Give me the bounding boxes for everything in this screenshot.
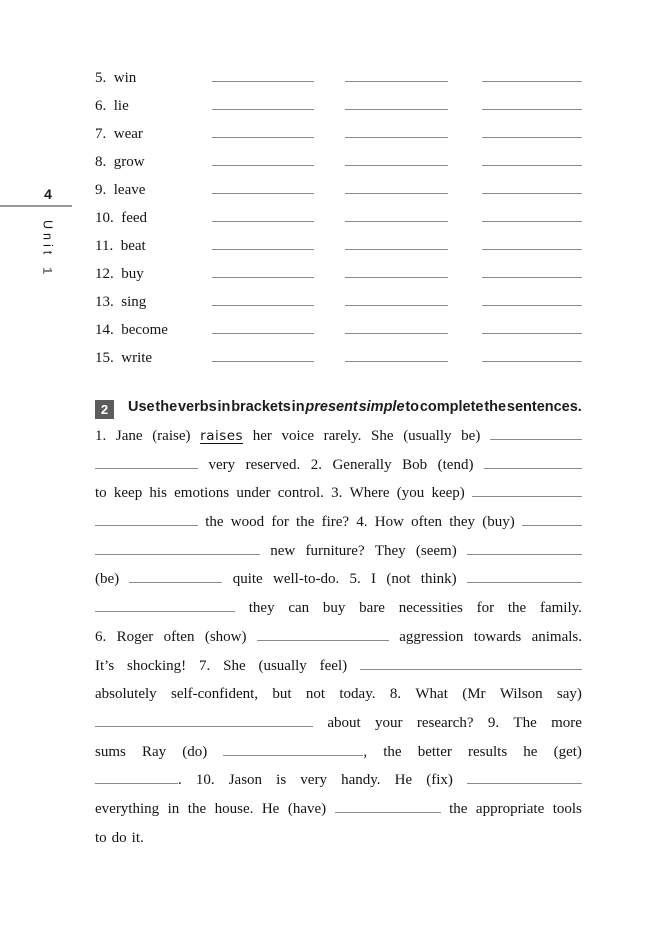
verb-row xyxy=(95,322,582,350)
verb-form-blank[interactable] xyxy=(482,137,582,138)
verb-form-blank[interactable] xyxy=(212,109,314,110)
word: The xyxy=(513,714,537,731)
paragraph-line xyxy=(95,543,582,572)
blank-underline xyxy=(467,582,582,583)
verb-form-blank[interactable] xyxy=(345,305,448,306)
verb-row xyxy=(95,126,582,154)
blank-underline xyxy=(490,439,582,440)
blank-underline xyxy=(95,611,235,612)
word: research? xyxy=(416,714,474,731)
word: 9. xyxy=(487,714,500,731)
blank-underline xyxy=(95,525,198,526)
page-content xyxy=(95,0,582,858)
verb-form-blank[interactable] xyxy=(212,81,314,82)
word: well-to-do. xyxy=(273,571,340,588)
paragraph-line xyxy=(95,744,582,773)
word: the xyxy=(484,399,507,415)
fill-in-blank[interactable] xyxy=(360,658,582,675)
verb-row xyxy=(95,294,582,322)
word: 2. xyxy=(310,456,322,473)
word: the xyxy=(383,743,402,760)
word: feel) xyxy=(319,657,348,674)
verb-form-blank[interactable] xyxy=(482,333,582,334)
word: complete xyxy=(419,399,484,415)
word: the xyxy=(205,514,224,531)
blank-underline xyxy=(472,496,582,497)
word: they xyxy=(449,514,476,531)
verb-form-blank[interactable] xyxy=(212,137,314,138)
word: everything xyxy=(95,800,160,817)
verb-form-blank[interactable] xyxy=(212,221,314,222)
verb-row xyxy=(95,182,582,210)
exercise-number-badge: 2 xyxy=(95,400,114,419)
verb-form-blank[interactable] xyxy=(212,249,314,250)
fill-in-blank[interactable] xyxy=(467,543,582,560)
word: 4. xyxy=(356,514,368,531)
verb-form-blank[interactable] xyxy=(482,165,582,166)
word: the xyxy=(187,800,207,817)
verb-row xyxy=(95,238,582,266)
word: in xyxy=(291,399,305,415)
word: for xyxy=(476,600,495,617)
page-number: 4 xyxy=(44,186,52,202)
word: fire? xyxy=(321,514,350,531)
word: 7. xyxy=(199,657,211,674)
word: How xyxy=(374,514,404,531)
verb-form-blank[interactable] xyxy=(482,109,582,110)
fill-in-blank[interactable] xyxy=(522,514,582,531)
verb-form-blank[interactable] xyxy=(212,165,314,166)
word: Generally xyxy=(332,456,392,473)
word: (have) xyxy=(287,800,327,817)
word: brackets xyxy=(231,399,291,415)
exercise-2-instruction xyxy=(128,399,582,420)
word: (show) xyxy=(204,628,247,645)
word: (seem) xyxy=(415,542,457,559)
fill-in-blank[interactable] xyxy=(335,801,441,818)
word: Wilson xyxy=(499,686,543,703)
verb-forms-list xyxy=(95,70,582,378)
paragraph-line xyxy=(95,571,582,600)
verb-form-blank[interactable] xyxy=(482,221,582,222)
unit-tab xyxy=(40,220,55,274)
blank-underline xyxy=(95,468,198,469)
blank-underline xyxy=(95,726,313,727)
word: 6. xyxy=(95,628,107,645)
verb-form-blank[interactable] xyxy=(345,277,448,278)
word: animals. xyxy=(531,628,582,645)
word: Bob xyxy=(402,456,428,473)
blank-underline xyxy=(467,554,582,555)
verb-form-blank[interactable] xyxy=(345,333,448,334)
blank-underline xyxy=(95,783,178,784)
word: 3. xyxy=(331,485,343,502)
word: to xyxy=(405,399,420,415)
word: 1. xyxy=(95,428,107,444)
word: handy. xyxy=(341,772,381,789)
word: think) xyxy=(420,571,457,588)
blank-underline xyxy=(335,812,441,813)
word: under xyxy=(236,485,271,502)
verb-label: 11. beat xyxy=(95,238,146,254)
paragraph-line xyxy=(95,830,582,859)
word: (fix) xyxy=(426,772,453,789)
unit-number: 1 xyxy=(40,267,55,275)
fill-in-blank[interactable]: , xyxy=(223,744,367,761)
word: It’s xyxy=(95,657,115,674)
word: appropriate xyxy=(475,800,545,817)
word: 10. xyxy=(195,772,215,789)
verb-label: 9. leave xyxy=(95,182,146,198)
fill-in-blank[interactable] xyxy=(257,629,389,646)
word: he xyxy=(523,743,538,760)
word: shocking! xyxy=(127,657,187,674)
verb-label: 12. buy xyxy=(95,266,144,282)
unit-label: Unit xyxy=(40,220,55,259)
word: simple xyxy=(358,399,405,415)
paragraph-line xyxy=(95,457,582,486)
word: Where xyxy=(349,485,390,502)
paragraph-line xyxy=(95,485,582,514)
blank-underline xyxy=(484,468,582,469)
verb-label: 6. lie xyxy=(95,98,129,114)
verb-form-blank[interactable] xyxy=(482,81,582,82)
word: (usually xyxy=(258,657,307,674)
word: they xyxy=(248,600,275,617)
word: I xyxy=(371,571,377,588)
word: can xyxy=(288,600,310,617)
verb-row xyxy=(95,98,582,126)
word: (get) xyxy=(553,743,582,760)
word: more xyxy=(551,714,582,731)
word: (do) xyxy=(182,743,208,760)
word: very xyxy=(300,772,327,789)
word: voice xyxy=(281,428,315,444)
fill-in-blank[interactable] xyxy=(472,485,582,502)
verb-label: 7. wear xyxy=(95,126,143,142)
word: Roger xyxy=(116,628,154,645)
word: to xyxy=(95,485,107,502)
word: the xyxy=(155,399,178,415)
blank-underline xyxy=(223,755,363,756)
fill-in-blank[interactable] xyxy=(467,772,582,789)
fill-in-blank[interactable] xyxy=(490,428,582,445)
word: control. xyxy=(277,485,324,502)
word: (raise) xyxy=(152,428,191,444)
verb-form-blank[interactable] xyxy=(212,333,314,334)
word: Use xyxy=(128,399,155,415)
word: He xyxy=(394,772,413,789)
word: to xyxy=(95,829,107,846)
word: Ray xyxy=(141,743,167,760)
verb-label: 14. become xyxy=(95,322,168,338)
paragraph-line xyxy=(95,715,582,744)
fill-in-blank[interactable] xyxy=(95,457,198,474)
paragraph-line xyxy=(95,772,582,801)
verb-form-blank[interactable] xyxy=(345,221,448,222)
word: self-confident, xyxy=(170,686,259,703)
word: aggression xyxy=(399,628,464,645)
verb-row xyxy=(95,154,582,182)
paragraph-line xyxy=(95,658,582,687)
verb-form-blank[interactable] xyxy=(345,165,448,166)
verb-row xyxy=(95,350,582,378)
word: (buy) xyxy=(482,514,515,531)
verb-row xyxy=(95,210,582,238)
word: What xyxy=(415,686,448,703)
verb-label: 13. sing xyxy=(95,294,147,310)
blank-underline xyxy=(95,554,260,555)
word: (be) xyxy=(95,571,120,588)
word: her xyxy=(252,428,272,444)
paragraph-line xyxy=(95,629,582,658)
word: his xyxy=(149,485,167,502)
word: bare xyxy=(359,600,385,617)
word: do xyxy=(111,829,127,846)
margin-divider xyxy=(0,205,72,207)
word: (Mr xyxy=(462,686,486,703)
fill-in-blank[interactable] xyxy=(95,600,235,617)
verb-form-blank[interactable] xyxy=(482,277,582,278)
verb-form-blank[interactable] xyxy=(345,249,448,250)
word: keep xyxy=(113,485,143,502)
word: very xyxy=(208,456,236,473)
exercise-2-header xyxy=(95,399,582,420)
fill-in-paragraph xyxy=(95,428,582,858)
word: He xyxy=(261,800,280,817)
blank-underline xyxy=(522,525,582,526)
verb-form-blank[interactable] xyxy=(212,305,314,306)
paragraph-line xyxy=(95,600,582,629)
word: She xyxy=(371,428,394,444)
fill-in-blank[interactable]: . xyxy=(95,772,182,789)
word: not xyxy=(305,686,326,703)
verb-form-blank[interactable] xyxy=(345,361,448,362)
word: sentences. xyxy=(506,399,582,415)
word: emotions xyxy=(174,485,230,502)
verb-label: 10. feed xyxy=(95,210,148,226)
word: the xyxy=(507,600,527,617)
word: (tend) xyxy=(437,456,474,473)
word: She xyxy=(223,657,246,674)
verb-form-blank[interactable] xyxy=(482,305,582,306)
verb-form-blank[interactable] xyxy=(212,277,314,278)
word: 5. xyxy=(349,571,361,588)
word: often xyxy=(163,628,195,645)
blank-underline xyxy=(360,669,582,670)
paragraph-line xyxy=(95,514,582,543)
fill-in-blank[interactable] xyxy=(467,571,582,588)
blank-underline xyxy=(257,640,389,641)
paragraph-line xyxy=(95,686,582,715)
word: the xyxy=(296,514,315,531)
word: 8. xyxy=(389,686,402,703)
word: present xyxy=(305,399,358,415)
word: family. xyxy=(539,600,582,617)
verb-form-blank[interactable] xyxy=(345,137,448,138)
word: your xyxy=(375,714,403,731)
verb-row xyxy=(95,70,582,98)
word: for xyxy=(271,514,289,531)
blank-underline xyxy=(467,783,582,784)
verb-label: 8. grow xyxy=(95,154,145,170)
word: (not xyxy=(386,571,411,588)
word: today. xyxy=(339,686,376,703)
paragraph-line xyxy=(95,801,582,830)
word: about xyxy=(327,714,361,731)
word: it. xyxy=(131,829,144,846)
fill-in-blank[interactable] xyxy=(95,715,313,732)
word: new xyxy=(270,542,296,559)
word: They xyxy=(374,542,406,559)
fill-in-blank[interactable] xyxy=(95,543,260,560)
verb-row xyxy=(95,266,582,294)
verb-label: 5. win xyxy=(95,70,137,86)
word: house. xyxy=(214,800,254,817)
paragraph-line xyxy=(95,428,582,457)
verb-form-blank[interactable] xyxy=(345,109,448,110)
word: necessities xyxy=(398,600,463,617)
word: (you xyxy=(396,485,425,502)
fill-in-blank[interactable] xyxy=(95,514,198,531)
word: buy xyxy=(322,600,346,617)
word: Jason xyxy=(228,772,263,789)
verb-form-blank[interactable] xyxy=(482,361,582,362)
word: in xyxy=(217,399,231,415)
word: sums xyxy=(95,743,126,760)
verb-form-blank[interactable] xyxy=(212,193,314,194)
verb-form-blank[interactable] xyxy=(345,81,448,82)
word: but xyxy=(272,686,292,703)
verb-form-blank[interactable] xyxy=(345,193,448,194)
verb-form-blank[interactable] xyxy=(482,193,582,194)
word: verbs xyxy=(177,399,217,415)
word: the xyxy=(449,800,468,817)
word: better xyxy=(417,743,452,760)
word: keep) xyxy=(431,485,465,502)
verb-form-blank[interactable] xyxy=(482,249,582,250)
word: wood xyxy=(230,514,265,531)
verb-form-blank[interactable] xyxy=(212,361,314,362)
word: rarely. xyxy=(323,428,362,444)
fill-in-blank[interactable] xyxy=(129,571,222,588)
word: reserved. xyxy=(245,456,301,473)
word: results xyxy=(468,743,508,760)
word: (usually xyxy=(403,428,452,444)
fill-in-blank[interactable] xyxy=(484,457,582,474)
verb-label: 15. write xyxy=(95,350,153,366)
word: furniture? xyxy=(305,542,365,559)
exercise-2 xyxy=(95,399,582,858)
word: be) xyxy=(461,428,481,444)
word: absolutely xyxy=(95,686,157,703)
word: say) xyxy=(556,686,582,703)
word: often xyxy=(411,514,442,531)
word: tools xyxy=(552,800,582,817)
word: Jane xyxy=(115,428,143,444)
blank-underline xyxy=(129,582,222,583)
answer-word: raises xyxy=(200,428,244,444)
word: towards xyxy=(473,628,522,645)
word: in xyxy=(167,800,180,817)
word: quite xyxy=(232,571,263,588)
word: is xyxy=(276,772,287,789)
